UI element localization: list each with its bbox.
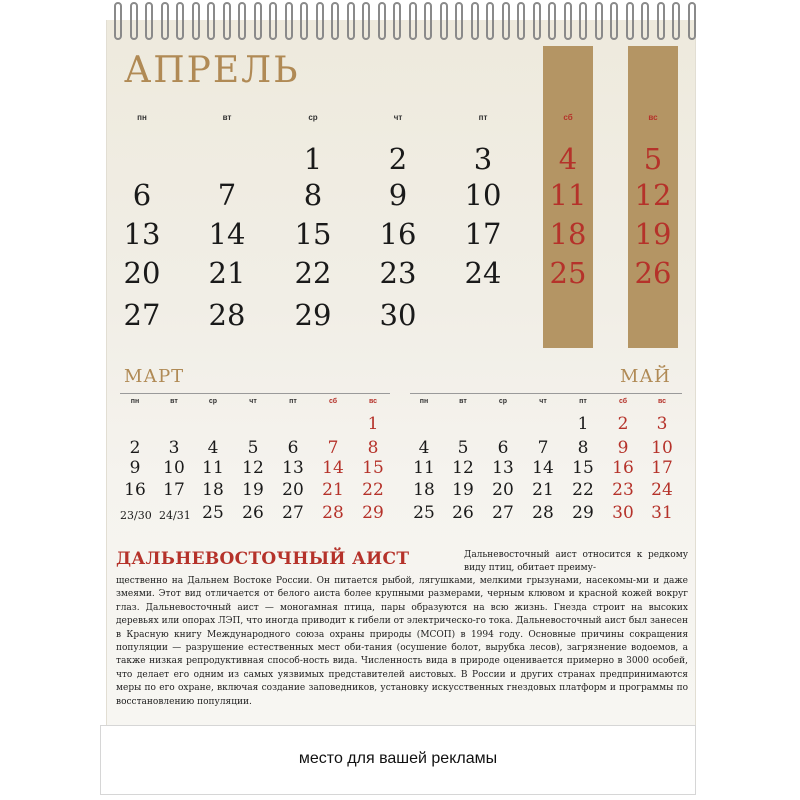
day-cell: 28 xyxy=(322,503,344,523)
day-cell: 24/31 xyxy=(159,509,191,522)
day-cell: 18 xyxy=(413,480,435,500)
binding-ring xyxy=(610,2,618,40)
ad-space xyxy=(100,725,696,795)
binding-ring xyxy=(300,2,308,40)
weekday-label: чт xyxy=(393,113,403,122)
day-cell: 5 xyxy=(643,142,663,176)
binding-ring xyxy=(161,2,169,40)
day-cell: 8 xyxy=(577,438,589,458)
day-cell: 10 xyxy=(163,458,185,478)
day-cell: 2 xyxy=(617,414,629,434)
day-cell: 7 xyxy=(217,178,237,212)
day-cell: 27 xyxy=(123,298,161,332)
day-cell: 16 xyxy=(124,480,146,500)
day-cell: 21 xyxy=(532,480,554,500)
day-cell: 15 xyxy=(362,458,384,478)
day-cell: 20 xyxy=(282,480,304,500)
binding-ring xyxy=(192,2,200,40)
weekday-label: чт xyxy=(249,398,257,405)
day-cell: 5 xyxy=(247,438,259,458)
day-cell: 18 xyxy=(549,217,587,251)
weekday-label: ср xyxy=(208,398,218,405)
day-cell: 23 xyxy=(379,256,417,290)
weekday-label: ср xyxy=(498,398,508,405)
day-cell: 26 xyxy=(242,503,264,523)
day-cell: 10 xyxy=(651,438,673,458)
weekday-label: пт xyxy=(478,113,488,122)
day-cell: 8 xyxy=(367,438,379,458)
day-cell: 25 xyxy=(413,503,435,523)
day-cell: 28 xyxy=(532,503,554,523)
day-cell: 31 xyxy=(651,503,673,523)
day-cell: 19 xyxy=(452,480,474,500)
day-cell: 13 xyxy=(123,217,161,251)
day-cell: 16 xyxy=(379,217,417,251)
day-cell: 29 xyxy=(572,503,594,523)
weekday-label: пт xyxy=(289,398,297,405)
day-cell: 22 xyxy=(294,256,332,290)
month-title-april: АПРЕЛЬ xyxy=(124,50,300,91)
day-cell: 27 xyxy=(492,503,514,523)
day-cell: 2 xyxy=(129,438,141,458)
day-cell: 3 xyxy=(168,438,180,458)
binding-ring xyxy=(595,2,603,40)
binding-ring xyxy=(688,2,696,40)
article-lead: Дальневосточный аист относится к редкому виду птиц, обитает преиму- xyxy=(464,550,688,574)
weekday-label: сб xyxy=(328,398,338,405)
day-cell: 12 xyxy=(634,178,672,212)
binding-ring xyxy=(393,2,401,40)
day-cell: 12 xyxy=(452,458,474,478)
binding-ring xyxy=(114,2,122,40)
binding-ring xyxy=(409,2,417,40)
day-cell: 15 xyxy=(572,458,594,478)
binding-ring xyxy=(362,2,370,40)
article-title: ДАЛЬНЕВОСТОЧНЫЙ АИСТ xyxy=(116,549,410,569)
weekday-label: вс xyxy=(657,398,667,405)
binding-ring xyxy=(223,2,231,40)
ad-text: место для вашей рекламы xyxy=(298,750,498,767)
binding-ring xyxy=(130,2,138,40)
weekday-label: пн xyxy=(419,398,429,405)
weekday-label: сб xyxy=(618,398,628,405)
day-cell: 28 xyxy=(208,298,246,332)
mini-divider xyxy=(410,393,682,394)
day-cell: 13 xyxy=(492,458,514,478)
day-cell: 20 xyxy=(123,256,161,290)
day-cell: 23/30 xyxy=(120,509,152,522)
weekday-label: вт xyxy=(222,113,232,122)
binding-ring xyxy=(254,2,262,40)
day-cell: 13 xyxy=(282,458,304,478)
day-cell: 24 xyxy=(464,256,502,290)
day-cell: 2 xyxy=(388,142,408,176)
day-cell: 9 xyxy=(617,438,629,458)
binding-ring xyxy=(641,2,649,40)
binding-ring xyxy=(657,2,665,40)
day-cell: 9 xyxy=(129,458,141,478)
day-cell: 19 xyxy=(242,480,264,500)
day-cell: 3 xyxy=(473,142,493,176)
binding-ring xyxy=(269,2,277,40)
weekday-label: вт xyxy=(459,398,467,405)
day-cell: 7 xyxy=(327,438,339,458)
binding-ring xyxy=(548,2,556,40)
binding-ring xyxy=(455,2,463,40)
day-cell: 29 xyxy=(362,503,384,523)
day-cell: 15 xyxy=(294,217,332,251)
day-cell: 12 xyxy=(242,458,264,478)
day-cell: 17 xyxy=(163,480,185,500)
day-cell: 5 xyxy=(457,438,469,458)
day-cell: 29 xyxy=(294,298,332,332)
day-cell: 22 xyxy=(572,480,594,500)
day-cell: 4 xyxy=(558,142,578,176)
day-cell: 1 xyxy=(303,142,323,176)
day-cell: 14 xyxy=(322,458,344,478)
day-cell: 14 xyxy=(532,458,554,478)
day-cell: 22 xyxy=(362,480,384,500)
binding-ring xyxy=(672,2,680,40)
day-cell: 17 xyxy=(464,217,502,251)
binding-ring xyxy=(207,2,215,40)
binding-ring xyxy=(579,2,587,40)
day-cell: 27 xyxy=(282,503,304,523)
article-body: щественно на Дальнем Востоке России. Он питается рыбой, лягушками, мелкими грызунами, насекомы-ми и даже змеями. Этот вид отличается от белого аиста более крупными размерами, черным клювом и красной кожей вокруг глаз. Дальневосточный аист — моногамная птица, пары образуются на всю жизнь. Гнезда строит на высоких деревьях или опорах ЛЭП, что иногда приводит к гибели от электрическо-го тока. Дальневосточный аист был занесен в Красную книгу Международного союза охраны природы (МСОП) в 1994 году. Основные причины сокращения популяции — разрушение естественных мест оби-тания (осушение болот, вырубка лесов), загрязнение водоемов, а также низкая репродуктивная способ-ность вида. Численность вида в природе оценивается примерно в 3000 особей, что делает его одним из самых уязвимых представителей аистовых. В России и других странах предпринимаются меры по его охране, включая создание заповедников, установку искусственных гнездовых платформ и программы по восстановлению популяции. xyxy=(116,576,688,707)
weekday-label: вс xyxy=(368,398,378,405)
day-cell: 25 xyxy=(549,256,587,290)
day-cell: 18 xyxy=(202,480,224,500)
day-cell: 11 xyxy=(413,458,435,478)
day-cell: 9 xyxy=(388,178,408,212)
day-cell: 6 xyxy=(497,438,509,458)
day-cell: 7 xyxy=(537,438,549,458)
weekday-label: вс xyxy=(648,113,658,122)
binding-ring xyxy=(471,2,479,40)
day-cell: 11 xyxy=(202,458,224,478)
binding-ring xyxy=(424,2,432,40)
day-cell: 21 xyxy=(208,256,246,290)
day-cell: 30 xyxy=(612,503,634,523)
day-cell: 26 xyxy=(634,256,672,290)
day-cell: 3 xyxy=(656,414,668,434)
binding-ring xyxy=(347,2,355,40)
day-cell: 1 xyxy=(367,414,379,434)
month-title-may: МАЙ xyxy=(620,366,671,387)
binding-ring xyxy=(533,2,541,40)
binding-ring xyxy=(564,2,572,40)
day-cell: 4 xyxy=(418,438,430,458)
weekday-label: вт xyxy=(170,398,178,405)
binding-ring xyxy=(285,2,293,40)
day-cell: 23 xyxy=(612,480,634,500)
day-cell: 11 xyxy=(549,178,587,212)
weekday-label: пн xyxy=(137,113,147,122)
day-cell: 10 xyxy=(464,178,502,212)
binding-ring xyxy=(238,2,246,40)
binding-ring xyxy=(176,2,184,40)
binding-ring xyxy=(145,2,153,40)
mini-divider xyxy=(120,393,390,394)
day-cell: 17 xyxy=(651,458,673,478)
day-cell: 20 xyxy=(492,480,514,500)
day-cell: 6 xyxy=(287,438,299,458)
binding-ring xyxy=(502,2,510,40)
day-cell: 1 xyxy=(577,414,589,434)
weekday-label: сб xyxy=(563,113,573,122)
day-cell: 4 xyxy=(207,438,219,458)
day-cell: 26 xyxy=(452,503,474,523)
day-cell: 8 xyxy=(303,178,323,212)
binding-ring xyxy=(331,2,339,40)
weekday-label: ср xyxy=(308,113,318,122)
binding-ring xyxy=(440,2,448,40)
day-cell: 25 xyxy=(202,503,224,523)
binding-ring xyxy=(378,2,386,40)
weekday-label: пт xyxy=(579,398,587,405)
binding-ring xyxy=(626,2,634,40)
month-title-march: МАРТ xyxy=(124,366,185,387)
binding-ring xyxy=(517,2,525,40)
day-cell: 6 xyxy=(132,178,152,212)
weekday-label: чт xyxy=(539,398,547,405)
day-cell: 24 xyxy=(651,480,673,500)
weekday-label: пн xyxy=(130,398,140,405)
day-cell: 16 xyxy=(612,458,634,478)
day-cell: 19 xyxy=(634,217,672,251)
day-cell: 21 xyxy=(322,480,344,500)
binding-ring xyxy=(316,2,324,40)
binding-ring xyxy=(486,2,494,40)
day-cell: 30 xyxy=(379,298,417,332)
day-cell: 14 xyxy=(208,217,246,251)
